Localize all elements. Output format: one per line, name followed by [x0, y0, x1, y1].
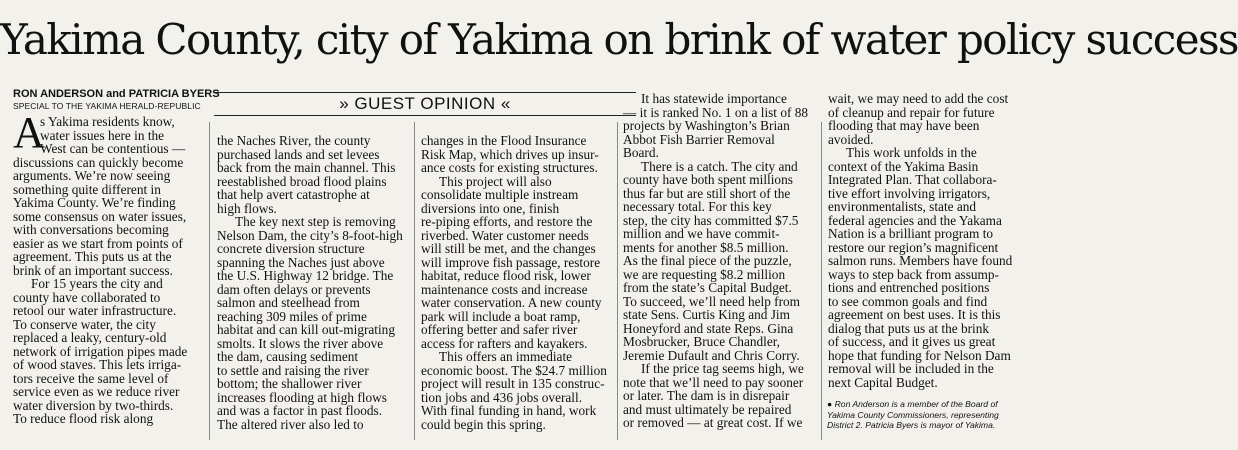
- article-line: of success, and it gives us great: [828, 334, 996, 349]
- article-line: the Naches River, the county: [217, 133, 371, 148]
- article-line: economic boost. The $24.7 million: [421, 362, 607, 378]
- article-column-2: [217, 134, 412, 431]
- article-line: discussions can quickly become: [13, 154, 184, 170]
- article-line: to see common goals and find: [828, 293, 988, 309]
- article-line: hope that funding for Nelson Dam: [828, 347, 1011, 363]
- article-line: retool our water infrastructure.: [13, 303, 177, 318]
- article-line: will still be met, and the changes: [421, 241, 596, 256]
- article-line: Board.: [623, 145, 659, 160]
- article-line: removal will be included in the: [828, 361, 994, 376]
- article-column-3: [421, 134, 615, 431]
- article-line: This offers an immediate: [439, 349, 573, 364]
- column-divider: [209, 122, 210, 440]
- article-column-4: [623, 92, 819, 430]
- article-line: Integrated Plan. That collabora-: [828, 172, 997, 187]
- article-line: Risk Map, which drives up insur-: [421, 146, 599, 162]
- article-line: note that we’ll need to pay sooner: [623, 374, 804, 390]
- author-bio-line: ● Ron Anderson is a member of the Board of: [827, 399, 998, 409]
- article-line: ance costs for existing structures.: [421, 160, 598, 175]
- article-line: project will result in 135 construc-: [421, 376, 605, 391]
- article-line: tive effort involving irrigators,: [828, 185, 991, 201]
- article-line: network of irrigation pipes made: [13, 343, 188, 359]
- article-line: service even as we reduce river: [13, 384, 180, 399]
- article-line: some consensus on water issues,: [13, 208, 187, 224]
- column-divider: [414, 122, 415, 440]
- author-bio: [827, 399, 1017, 431]
- article-line: water issues here in the: [40, 127, 165, 143]
- article-line: could begin this spring.: [421, 416, 546, 432]
- article-line: next Capital Budget.: [828, 374, 938, 390]
- article-line: — it is ranked No. 1 on a list of 88: [623, 104, 809, 120]
- article-line: West can be contentious —: [40, 141, 186, 156]
- article-line: context of the Yakima Basin: [828, 158, 979, 174]
- article-line: state Sens. Curtis King and Jim: [623, 307, 790, 322]
- article-line: As the final piece of the puzzle,: [623, 253, 792, 268]
- article-line: county have both spent millions: [623, 172, 793, 187]
- article-line: or removed — at great cost. If we: [623, 415, 803, 430]
- article-line: To reduce flood risk along: [13, 411, 154, 426]
- article-column-5: [828, 92, 1020, 389]
- article-line: The altered river also led to: [217, 416, 364, 432]
- article-line: salmon and steelhead from: [217, 295, 360, 310]
- article-column-1: [13, 108, 205, 426]
- article-line: federal agencies and the Yakama: [828, 212, 1002, 228]
- article-line: tors receive the same level of: [13, 370, 169, 386]
- article-line: we are requesting $8.2 million: [623, 266, 786, 282]
- article-line: There is a catch. The city and: [641, 158, 798, 174]
- article-line: agreement. This puts us at the: [13, 249, 172, 264]
- article-line: salmon runs. Members have found: [828, 253, 1013, 268]
- article-line: ways to step back from assump-: [828, 266, 999, 282]
- article-line: tions and entrenched positions: [828, 280, 990, 295]
- article-line: something quite different in: [13, 181, 161, 197]
- article-line: riverbed. Water customer needs: [421, 227, 589, 243]
- article-line: back from the main channel. This: [217, 160, 396, 175]
- author-bio-line: Yakima County Commissioners, representing: [827, 409, 999, 420]
- article-line: changes in the Flood Insurance: [421, 133, 587, 148]
- article-line: dialog that puts us at the brink: [828, 320, 990, 336]
- article-line: This work unfolds in the: [846, 145, 977, 160]
- article-line: to settle and raising the river: [217, 362, 369, 378]
- article-line: The key next step is removing: [235, 214, 396, 229]
- article-line: For 15 years the city and: [31, 276, 163, 291]
- article-line: Yakima County. We’re finding: [13, 195, 176, 210]
- article-line: access for rafters and kayakers.: [421, 335, 588, 351]
- article-line: With final funding in hand, work: [421, 403, 597, 418]
- article-line: ments for another $8.5 million.: [623, 239, 789, 255]
- article-line: the dam, causing sediment: [217, 349, 359, 364]
- section-label: » GUEST OPINION «: [214, 92, 636, 116]
- article-line: wait, we may need to add the cost: [828, 91, 1009, 106]
- article-line: offering better and safer river: [421, 322, 578, 337]
- article-line: park will include a boat ramp,: [421, 308, 581, 324]
- article-line: and was a factor in past floods.: [217, 403, 383, 418]
- article-line: water conservation. A new county: [421, 295, 602, 310]
- article-line: purchased lands and set levees: [217, 146, 380, 162]
- article-line: the U.S. Highway 12 bridge. The: [217, 268, 394, 283]
- article-line: high flows.: [217, 200, 277, 216]
- article-line: from the state’s Capital Budget.: [623, 280, 792, 295]
- article-line: spanning the Naches just above: [217, 254, 385, 270]
- article-line: diversions into one, finish: [421, 200, 560, 216]
- article-line: and must ultimately be repaired: [623, 401, 792, 417]
- article-line: Jeremie Dufault and Chris Corry.: [623, 347, 800, 363]
- article-line: with conversations becoming: [13, 222, 169, 237]
- article-line: brink of an important success.: [13, 262, 173, 278]
- headline: Yakima County, city of Yakima on brink of water policy success: [0, 15, 1238, 64]
- article-line: re-piping efforts, and restore the: [421, 214, 593, 229]
- article-line: environmentalists, state and: [828, 199, 977, 214]
- article-line: It has statewide importance: [641, 91, 787, 106]
- article-line: projects by Washington’s Brian: [623, 118, 790, 133]
- article-line: reestablished broad flood plains: [217, 173, 387, 189]
- article-line: of wood staves. This lets irriga-: [13, 357, 182, 372]
- article-line: will improve fish passage, restore: [421, 254, 601, 270]
- article-line: habitat and can kill out-migrating: [217, 322, 395, 337]
- byline: RON ANDERSON and PATRICIA BYERS: [13, 88, 220, 100]
- article-line: reaching 309 miles of prime: [217, 308, 367, 324]
- article-line: of cleanup and repair for future: [828, 104, 995, 120]
- article-line: smolts. It slows the river above: [217, 335, 384, 351]
- article-line: bottom; the shallower river: [217, 376, 362, 391]
- article-line: Nelson Dam, the city’s 8-foot-high: [217, 227, 403, 243]
- article-line: necessary total. For this key: [623, 199, 772, 214]
- article-line: step, the city has committed $7.5: [623, 212, 799, 228]
- byline-affiliation: SPECIAL TO THE YAKIMA HERALD-REPUBLIC: [13, 101, 201, 111]
- article-line: To succeed, we’ll need help from: [623, 293, 801, 309]
- article-line: To conserve water, the city: [13, 316, 156, 332]
- article-line: maintenance costs and increase: [421, 281, 588, 297]
- article-line: tion jobs and 436 jobs overall.: [421, 389, 583, 405]
- article-line: thus far but are still short of the: [623, 185, 791, 201]
- article-line: If the price tag seems high, we: [641, 361, 804, 376]
- article-line: replaced a leaky, century-old: [13, 330, 167, 345]
- article-line: habitat, reduce flood risk, lower: [421, 268, 591, 283]
- article-line: that help avert catastrophe at: [217, 187, 370, 202]
- article-line: Honeyford and state Reps. Gina: [623, 320, 794, 336]
- article-line: concrete diversion structure: [217, 241, 365, 256]
- article-line: This project will also: [439, 173, 552, 189]
- article-line: consolidate multiple instream: [421, 187, 579, 202]
- article-line: s Yakima residents know,: [40, 114, 175, 129]
- article-line: avoided.: [828, 131, 874, 147]
- article-line: agreement on best uses. It is this: [828, 307, 1001, 322]
- article-line: flooding that may have been: [828, 118, 980, 133]
- article-line: million and we have commit-: [623, 226, 780, 241]
- article-line: arguments. We’re now seeing: [13, 168, 171, 183]
- drop-cap: A: [13, 108, 45, 157]
- column-divider: [821, 122, 822, 440]
- article-line: dam often delays or prevents: [217, 281, 371, 297]
- article-line: easier as we start from points of: [13, 235, 183, 251]
- article-line: or later. The dam is in disrepair: [623, 388, 790, 403]
- article-line: increases flooding at high flows: [217, 389, 387, 405]
- article-line: Mosbrucker, Bruce Chandler,: [623, 334, 780, 349]
- author-bio-line: District 2. Patricia Byers is mayor of Yakima.: [827, 420, 996, 430]
- article-line: Nation is a brilliant program to: [828, 226, 994, 241]
- article-line: restore our region’s magnificent: [828, 239, 999, 255]
- article-line: water diversion by two-thirds.: [13, 397, 174, 413]
- article-line: county have collaborated to: [13, 289, 161, 305]
- article-line: Abbot Fish Barrier Removal: [623, 131, 775, 147]
- column-divider: [617, 122, 618, 440]
